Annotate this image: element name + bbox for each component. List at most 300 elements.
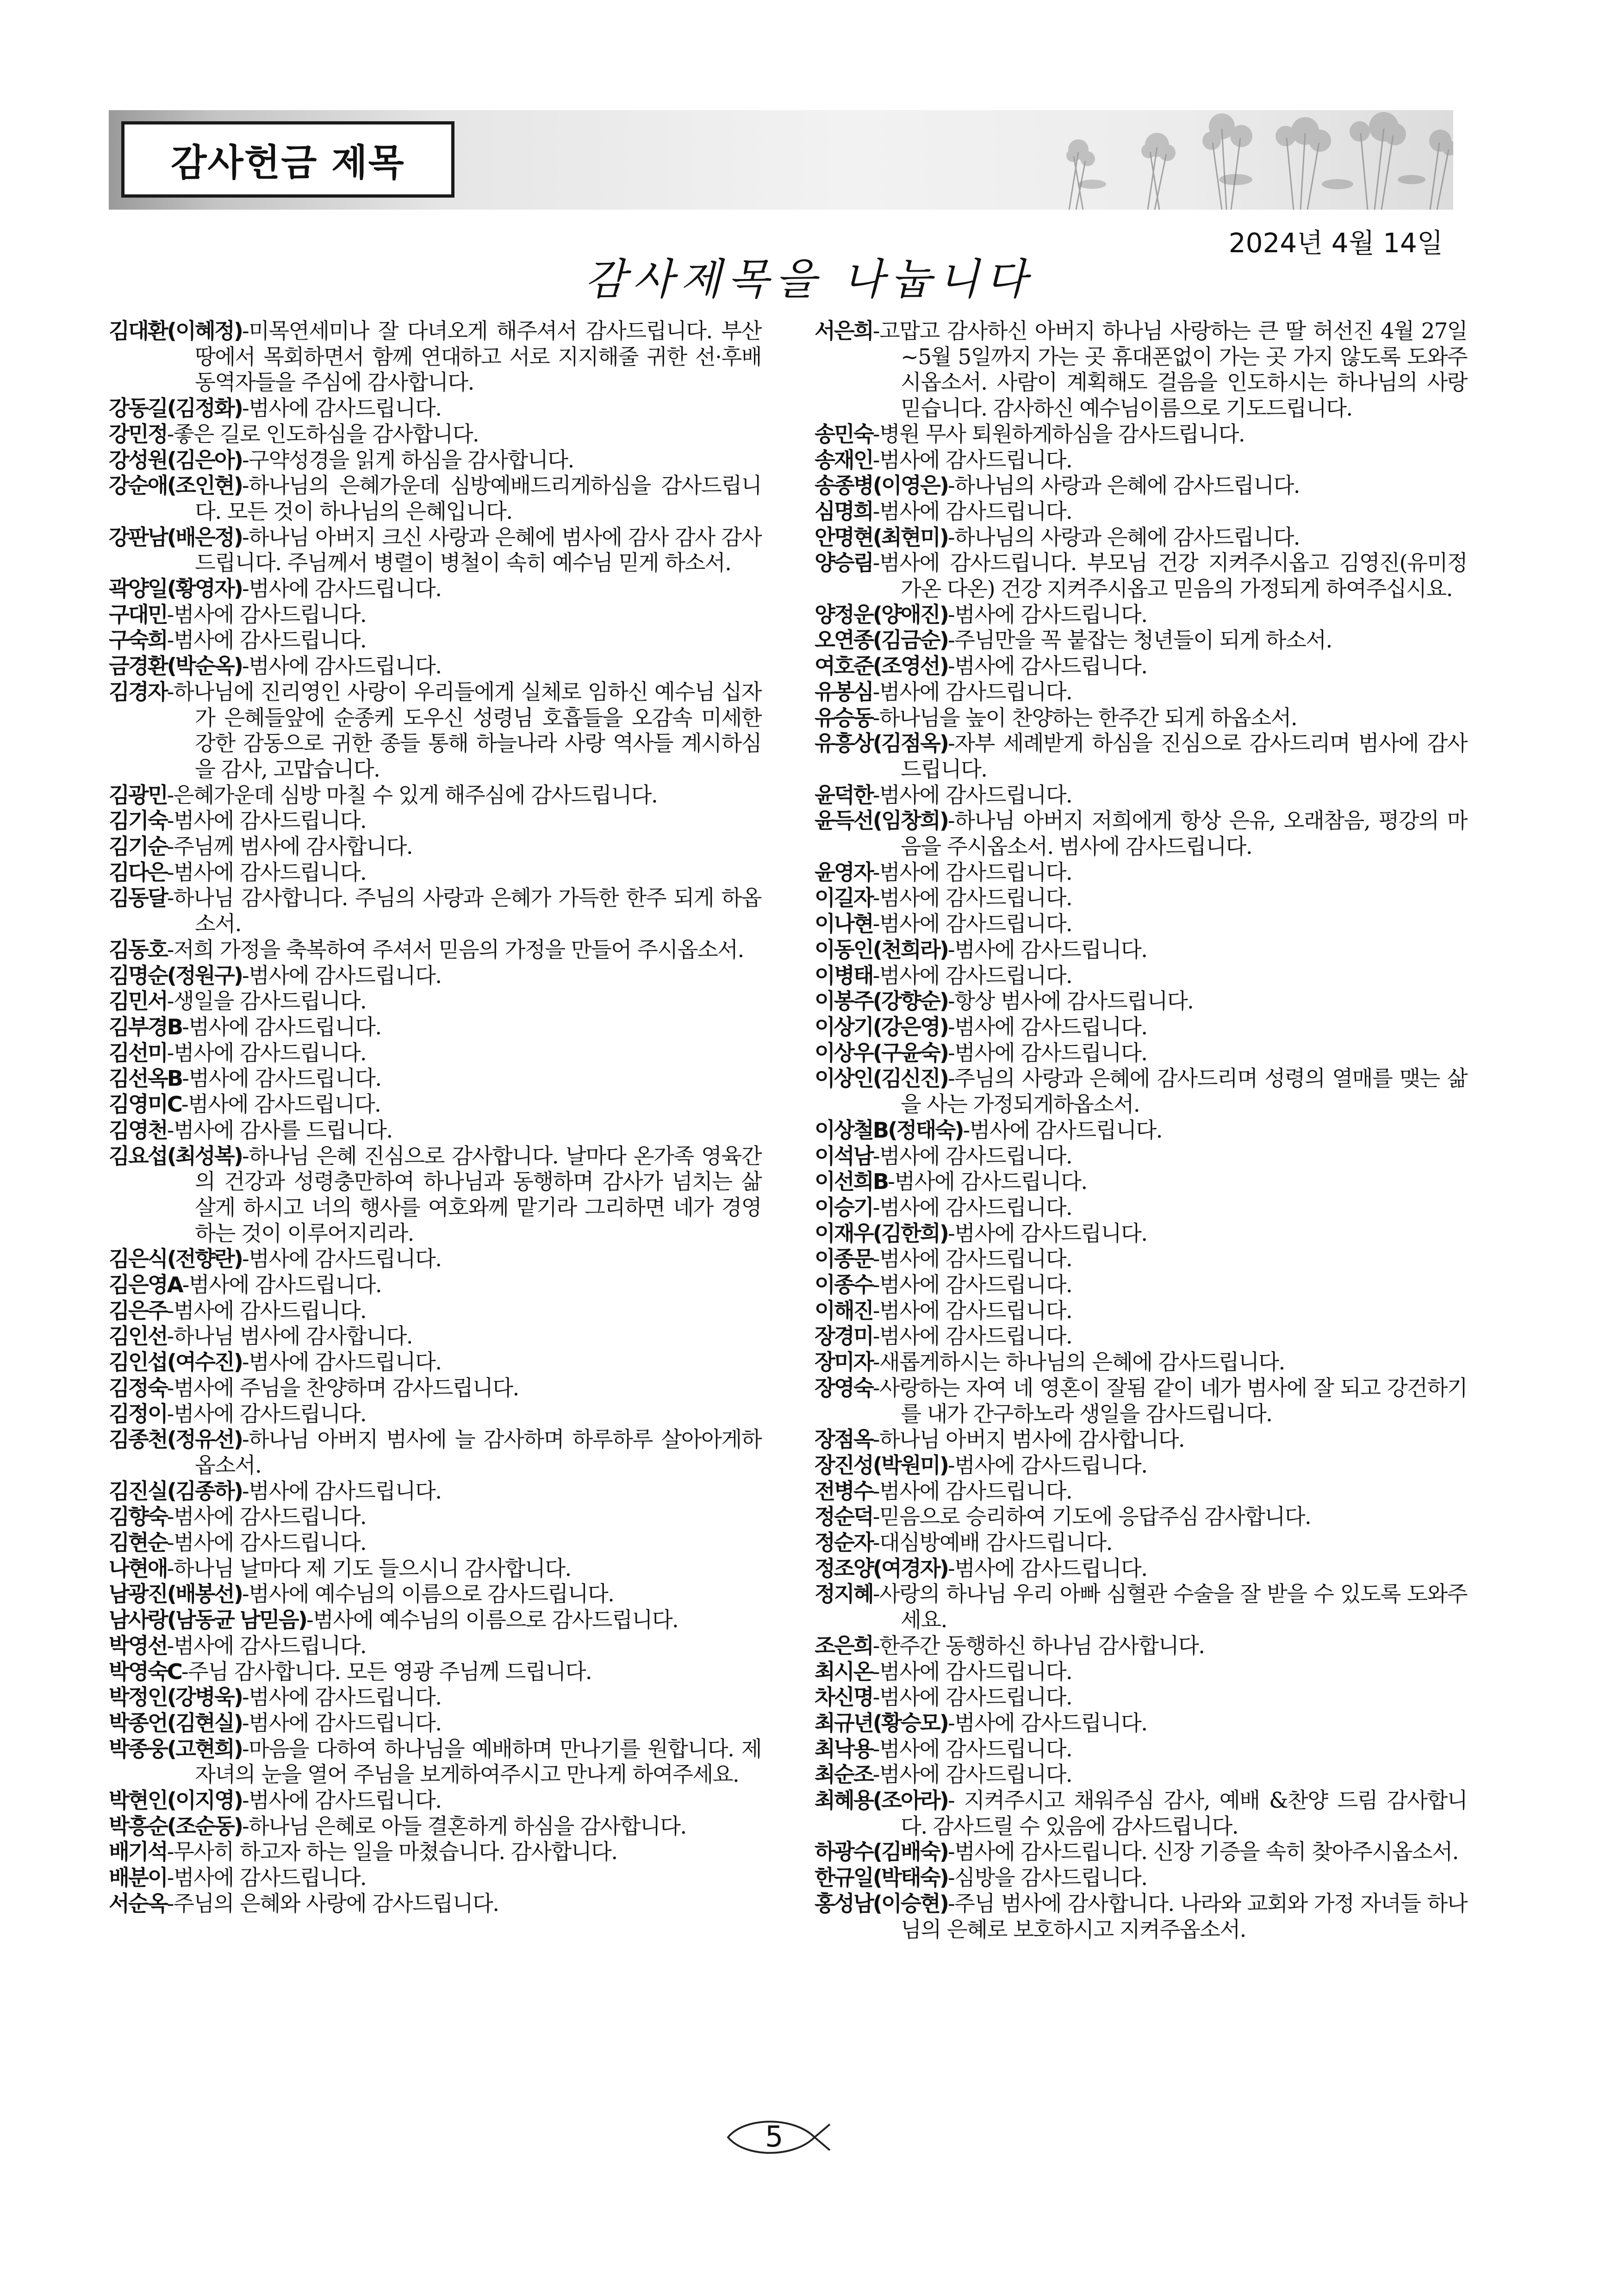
donor-entry [109,602,761,628]
donor-entry [815,1556,1467,1582]
thanks-text: -범사에 감사드립니다. [872,1736,1072,1761]
thanks-text: -하나님을 높이 찬양하는 한주간 되게 하옵소서. [872,705,1297,730]
donor-name: 박영선 [109,1633,167,1658]
thanks-text: -고맙고 감사하신 아버지 하나님 사랑하는 큰 딸 허선진 4월 27일~5월 5일까지 가는 곳 휴대폰없이 가는 곳 가지 않도록 도와주시옵소서. 사람이 계획해도 걸음을 인도하시는 하나님의 사랑 믿습니다. 감사하신 예수님이름으로 기도드립니다. [872,318,1467,421]
thanks-text: -범사에 감사드립니다. [872,1685,1072,1710]
donor-name: 장점옥 [815,1427,873,1452]
donor-entry [815,1581,1467,1633]
donor-name: 김인선 [109,1324,167,1349]
thanks-text: -하나님 아버지 크신 사랑과 은혜에 범사에 감사 감사 감사드립니다. 주님께서 병렬이 병철이 속히 예수님 믿게 하소서. [195,524,761,576]
donor-name: 김향숙 [109,1504,167,1530]
donor-name: 최낙용 [815,1736,873,1761]
donor-entry [815,1427,1467,1453]
thanks-text: -새롭게하시는 하나님의 은혜에 감사드립니다. [872,1350,1285,1375]
donor-name: 이선희B [815,1169,888,1195]
donor-entry [815,525,1467,551]
donor-name: 박종언(김현실) [109,1710,243,1736]
thanks-text: -범사에 감사드립니다. [872,679,1072,704]
thanks-text: -범사에 감사드립니다. [182,1272,382,1298]
thanks-text: -주님의 사랑과 은혜에 감사드리며 성령의 열매를 맺는 삶을 사는 가정되게하옵소서. [901,1066,1467,1117]
donor-entry [109,1375,761,1401]
thanks-text: -범사에 감사드립니다. [872,1324,1072,1349]
thanks-text: -범사에 감사드립니다. [948,937,1147,962]
donor-entry [109,1092,761,1118]
donor-entry [109,1607,761,1633]
donor-name: 정지혜 [815,1581,873,1607]
donor-entry [815,602,1467,628]
donor-name: 이길자 [815,885,873,911]
thanks-text: -주님 감사합니다. 모든 영광 주님께 드립니다. [181,1659,592,1684]
donor-name: 김부경B [109,1014,182,1039]
thanks-text: -한주간 동행하신 하나님 감사합니다. [872,1633,1205,1658]
thanks-text: -주님 범사에 감사합니다. 나라와 교회와 가정 자녀들 하나님의 은혜로 보호하시고 지켜주옵소서. [901,1891,1467,1942]
donor-name: 전병수 [815,1478,873,1504]
donor-entry [109,1479,761,1505]
donor-name: 최순조 [815,1762,873,1787]
thanks-text: -범사에 감사드립니다. [948,1040,1147,1065]
thanks-text: -범사에 감사드립니다. [242,396,442,421]
thanks-text: -범사에 감사드립니다. [872,1478,1072,1504]
donor-name: 김선옥B [109,1066,182,1091]
thanks-text: -하나님 범사에 감사합니다. [167,1324,412,1349]
donor-name: 박현인(이지영) [109,1788,243,1813]
thanks-text: -하나님 아버지 저희에게 항상 은유, 오래참음, 평강의 마음을 주시옵소서. 범사에 감사드립니다. [901,808,1467,859]
thanks-text: -범사에 감사드립니다. [872,498,1072,524]
thanks-text: -범사에 예수님의 이름으로 감사드립니다. [242,1581,614,1607]
thanks-text: -범사에 감사드립니다. [872,1143,1072,1169]
thanks-text: -범사에 감사드립니다. [948,1014,1147,1039]
donor-name: 김은주 [109,1298,167,1323]
donor-entry [815,1479,1467,1505]
donor-entry [815,937,1467,963]
donor-name: 김동달 [109,885,167,911]
page-title: 감사헌금 제목 [121,121,454,198]
donor-entry [109,1298,761,1324]
donor-name: 김요섭(최성복) [109,1143,243,1169]
donor-name: 이종수 [815,1272,873,1298]
thanks-text: -범사에 감사드립니다. [242,1788,442,1813]
donor-name: 김광민 [109,782,167,808]
donor-entry [815,808,1467,859]
thanks-text: -범사에 감사드립니다. [167,1040,367,1065]
donor-name: 김종천(정유선) [109,1427,243,1452]
donor-name: 최시온 [815,1659,873,1684]
donor-name: 이해진 [815,1298,873,1323]
thanks-text: -주님만을 꼭 붙잡는 청년들이 되게 하소서. [948,628,1332,653]
page-number-badge [724,2114,831,2160]
donor-name: 이병태 [815,963,873,988]
donor-entry [109,860,761,886]
thanks-text: -범사에 감사드립니다. [182,1014,381,1039]
donor-name: 곽양일(황영자) [109,576,243,602]
donor-name: 김민서 [109,989,167,1014]
donor-entry [815,679,1467,705]
donor-name: 김명순(정원구) [109,963,243,988]
donor-entry [815,473,1467,499]
donor-entry [815,1118,1467,1144]
section-subtitle: 감사제목을 나눕니다 [585,255,1033,304]
thanks-text: -생일을 감사드립니다. [167,989,367,1014]
donor-name: 구대민 [109,602,167,627]
donor-entry [815,1169,1467,1195]
thanks-text: -자부 세례받게 하심을 진심으로 감사드리며 범사에 감사드립니다. [901,731,1467,782]
thanks-text: -범사에 감사드립니다. [872,782,1072,808]
thanks-text: -범사에 감사드립니다. [872,1762,1072,1787]
thanks-text: -범사에 감사드립니다. [872,885,1072,911]
donor-name: 박종웅(고현희) [109,1736,243,1761]
donor-name: 박흥순(조순동) [109,1813,243,1839]
donor-name: 오연종(김금순) [815,628,948,653]
donor-entry [109,318,761,396]
donor-name: 금경환(박순옥) [109,653,243,679]
thanks-text: -범사에 감사드립니다. [167,1401,367,1426]
thanks-text: -하나님의 사랑과 은혜에 감사드립니다. [948,524,1300,550]
donor-name: 이석남 [815,1143,873,1169]
thanks-text: -범사에 감사드립니다. [948,1556,1147,1581]
donor-name: 강판남(배은정) [109,524,243,550]
left-column [109,318,761,1917]
thanks-text: -범사에 감사드립니다. [167,859,367,885]
donor-entry [815,1839,1467,1865]
donor-name: 나현애 [109,1556,167,1581]
thanks-text: -범사에 감사드립니다. [242,653,442,679]
donor-name: 김정이 [109,1401,167,1426]
donor-name: 김인섭(여수진) [109,1350,243,1375]
donor-entry [109,1350,761,1375]
donor-entry [109,1040,761,1066]
donor-entry [109,396,761,422]
thanks-text: -사랑의 하나님 우리 아빠 심혈관 수술을 잘 받을 수 있도록 도와주세요. [872,1581,1467,1633]
donor-entry [815,1246,1467,1272]
thanks-text: -하나님의 은혜가운데 심방예배드리게하심을 감사드립니다. 모든 것이 하나님의 은혜입니다. [195,473,761,524]
thanks-text: -범사에 감사드립니다. [872,1272,1072,1298]
donor-entry [109,1581,761,1607]
thanks-text: -범사에 감사드립니다. [242,1246,442,1272]
donor-name: 조은희 [815,1633,873,1658]
donor-name: 최규년(황승모) [815,1710,948,1736]
donor-entry [815,1711,1467,1736]
donor-entry [109,1659,761,1685]
donor-name: 윤덕한 [815,782,873,808]
donor-entry [109,1891,761,1917]
donor-name: 강동길(김정화) [109,396,243,421]
thanks-text: -하나님 은혜로 아들 결혼하게 하심을 감사합니다. [242,1813,686,1839]
donor-name: 김은식(전향란) [109,1246,243,1272]
donor-name: 강성원(김은아) [109,447,243,473]
thanks-text: -범사에 예수님의 이름으로 감사드립니다. [306,1607,678,1633]
donor-entry [815,885,1467,911]
thanks-text: -은혜가운데 심방 마칠 수 있게 해주심에 감사드립니다. [167,782,658,808]
donor-name: 이나현 [815,911,873,937]
donor-name: 장경미 [815,1324,873,1349]
donor-name: 남사랑(남동균 남믿음) [109,1607,306,1633]
donor-entry [109,1324,761,1350]
donor-entry [109,1118,761,1144]
donor-entry [109,937,761,963]
donor-name: 이상우(구윤숙) [815,1040,948,1065]
thanks-text: -미목연세미나 잘 다녀오게 해주셔서 감사드립니다. 부산 땅에서 목회하면서 함께 연대하고 서로 지지해줄 귀한 선·후배 동역자들을 주심에 감사합니다. [195,318,761,395]
donor-name: 윤영자 [815,859,873,885]
donor-entry [109,1246,761,1272]
donor-name: 김진실(김종하) [109,1478,243,1504]
thanks-text: -범사에 감사드립니다. [872,963,1072,988]
donor-entry [815,499,1467,525]
donor-name: 강민정 [109,421,167,447]
donor-name: 이동인(천희라) [815,937,948,962]
donor-entry [815,1788,1467,1839]
donor-name: 강순애(조인현) [109,473,243,498]
thanks-text: -하나님 아버지 범사에 감사합니다. [872,1427,1185,1452]
thanks-text: -하나님 날마다 제 기도 들으시니 감사합니다. [167,1556,571,1581]
donor-name: 장영숙 [815,1375,873,1400]
donor-name: 김다은 [109,859,167,885]
donor-entry [109,1556,761,1582]
thanks-text: -항상 범사에 감사드립니다. [948,989,1194,1014]
page-number: 5 [765,2120,784,2153]
thanks-text: -범사에 감사드립니다. [167,1298,367,1323]
donor-name: 이재우(김한희) [815,1220,948,1246]
donor-entry [815,1685,1467,1711]
donor-entry [109,1685,761,1711]
donor-entry [109,1144,761,1247]
donor-entry [815,731,1467,782]
donor-entry [815,1144,1467,1170]
thanks-text: -범사에 감사드립니다. [948,1452,1147,1478]
thanks-text: -범사에 감사드립니다. [167,808,367,834]
donor-entry [815,1736,1467,1762]
thanks-text: -범사에 감사드립니다. [167,1504,367,1530]
thanks-text: -하나님 아버지 범사에 늘 감사하며 하루하루 살아아게하옵소서. [195,1427,761,1478]
donor-entry [109,1066,761,1092]
thanks-text: -범사에 감사드립니다. [872,1659,1072,1684]
donor-name: 장진성(박원미) [815,1452,948,1478]
donor-entry [109,1711,761,1736]
thanks-text: -범사에 감사드립니다. [872,447,1072,473]
thanks-text: -저희 가정을 축복하여 주셔서 믿음의 가정을 만들어 주시옵소서. [167,937,744,962]
donor-entry [815,1633,1467,1659]
donor-name: 안명현(최현미) [815,524,948,550]
thanks-text: -범사에 감사드립니다. [872,859,1072,885]
donor-name: 장미자 [815,1350,873,1375]
thanks-text: -범사에 감사드립니다. [948,1220,1147,1246]
donor-name: 이상기(강은영) [815,1014,948,1039]
donor-name: 송재인 [815,447,873,473]
donor-entry [815,1350,1467,1375]
donor-name: 서순옥 [109,1891,167,1916]
donor-entry [815,860,1467,886]
donor-name: 유흥상(김점옥) [815,731,948,756]
donor-entry [815,1891,1467,1942]
thanks-text: -범사에 감사드립니다. [242,576,442,602]
donor-entry [815,783,1467,809]
donor-entry [109,885,761,937]
donor-entry [815,911,1467,937]
donor-entry [109,808,761,834]
thanks-text: -범사에 감사드립니다. 부모님 건강 지켜주시옵고 김영진(유미정 가온 다온) 건강 지켜주시옵고 믿음의 가정되게 하여주십시요. [872,550,1467,602]
thanks-text: -범사에 감사드립니다. [242,1478,442,1504]
thanks-text: -하나님 감사합니다. 주님의 사랑과 은혜가 가득한 한주 되게 하옵소서. [167,885,761,937]
donor-entry [815,963,1467,989]
donor-name: 박정인(강병욱) [109,1685,243,1710]
donor-entry [815,1504,1467,1530]
donor-name: 유봉심 [815,679,873,704]
donor-entry [109,576,761,602]
thanks-text: -범사에 감사드립니다. [167,1530,367,1556]
donor-entry [815,1375,1467,1427]
donor-name: 송민숙 [815,421,873,447]
donor-name: 정순자 [815,1530,873,1556]
thanks-text: -범사에 감사드립니다. [872,911,1072,937]
thanks-text: -하나님 은혜 진심으로 감사합니다. 날마다 온가족 영육간의 건강과 성령충만하여 하나님과 동행하며 감사가 넘치는 삶 살게 하시고 너의 행사를 여호와께 맡기라 그리하면 네가 경영하는 것이 이루어지리라. [195,1143,761,1246]
donor-name: 이종문 [815,1246,873,1272]
donor-name: 김경자 [109,679,167,704]
donor-name: 한규일(박태숙) [815,1865,948,1891]
donor-name: 김기순 [109,834,167,859]
donor-name: 구숙희 [109,628,167,653]
donor-name: 양승림 [815,550,873,576]
donor-entry [109,1839,761,1865]
thanks-text: -범사에 감사드립니다. [167,602,367,627]
thanks-text: -범사에 감사드립니다. [242,1710,442,1736]
donor-name: 서은희 [815,318,873,343]
thanks-text: -심방을 감사드립니다. [948,1865,1147,1891]
donor-entry [109,963,761,989]
donor-name: 정순덕 [815,1504,873,1530]
thanks-text: -범사에 감사드립니다. [242,1350,442,1375]
donor-entry [815,1272,1467,1298]
donor-entry [109,1814,761,1840]
thanks-text: -마음을 다하여 하나님을 예배하며 만나기를 원합니다. 제 자녀의 눈을 열어 주님을 보게하여주시고 만나게 하여주세요. [195,1736,761,1787]
donor-name: 이상인(김신진) [815,1066,948,1091]
donor-entry [815,1014,1467,1040]
donor-entry [815,628,1467,653]
donor-name: 김정숙 [109,1375,167,1400]
donor-entry [815,1221,1467,1247]
thanks-text: -사랑하는 자여 네 영혼이 잘됨 같이 네가 범사에 잘 되고 강건하기를 내가 간구하노라 생일을 감사드립니다. [872,1375,1467,1426]
thanks-text: -무사히 하고자 하는 일을 마쳤습니다. 감사합니다. [167,1839,617,1865]
donor-entry [109,1736,761,1788]
donor-entry [109,783,761,809]
thanks-text: -범사에 감사드립니다. [167,1633,367,1658]
donor-name: 김현순 [109,1530,167,1556]
donor-entry [815,448,1467,473]
donor-entry [815,1195,1467,1221]
thanks-text: -주님의 은혜와 사랑에 감사드립니다. [167,1891,499,1916]
thanks-text: -범사에 주님을 찬양하며 감사드립니다. [167,1375,519,1400]
donor-name: 김동호 [109,937,167,962]
donor-name: 이승기 [815,1195,873,1220]
donor-entry [109,422,761,448]
donor-entry [815,1453,1467,1479]
thanks-text: -범사에 감사드립니다. [948,1710,1147,1736]
thanks-text: -범사에 감사드립니다. [181,1092,381,1117]
donor-entry [815,1324,1467,1350]
donor-name: 하광수(김배숙) [815,1839,948,1865]
donor-entry [815,550,1467,602]
donor-name: 김은영A [109,1272,182,1298]
thanks-text: -범사에 감사드립니다. [948,602,1147,627]
issue-date: 2024년 4월 14일 [1228,227,1443,259]
thanks-text: -좋은 길로 인도하심을 감사합니다. [167,421,479,447]
thanks-text: -범사에 감사드립니다. [167,628,367,653]
flowers-illustration [1041,110,1453,210]
thanks-text: -범사에 감사드립니다. [167,1865,367,1891]
thanks-text: -구약성경을 읽게 하심을 감사합니다. [242,447,574,473]
donor-entry [109,1633,761,1659]
donor-entry [109,1272,761,1298]
donor-entry [815,653,1467,679]
thanks-text: -범사에 감사드립니다. [872,1195,1072,1220]
thanks-text: -하나님에 진리영인 사랑이 우리들에게 실체로 임하신 예수님 십자가 은혜들앞에 순종케 도우신 성령님 호흡들을 오감속 미세한 강한 감동으로 귀한 종들 통해 하늘나라 사랑 역사들 계시하심을 감사, 고맙습니다. [167,679,761,782]
donor-name: 배분이 [109,1865,167,1891]
donor-entry [815,1298,1467,1324]
donor-name: 윤득선(임창희) [815,808,948,834]
donor-name: 심명희 [815,498,873,524]
donor-name: 배기석 [109,1839,167,1865]
donor-entry [109,1401,761,1427]
donor-entry [109,628,761,653]
thanks-text: -믿음으로 승리하여 기도에 응답주심 감사합니다. [872,1504,1311,1530]
thanks-text: -범사에 감사드립니다. [888,1169,1087,1195]
thanks-text: -범사에 감사드립니다. [872,1246,1072,1272]
donor-entry [109,473,761,524]
thanks-text: -범사에 감사드립니다. [242,963,442,988]
donor-entry [815,422,1467,448]
donor-name: 정조양(여경자) [815,1556,948,1581]
donor-name: 유승동 [815,705,873,730]
donor-name: 김대환(이혜정) [109,318,243,343]
donor-name: 양정운(양애진) [815,602,948,627]
donor-name: 김영천 [109,1117,167,1143]
donor-entry [815,1040,1467,1066]
donor-entry [109,679,761,783]
donor-name: 여호준(조영선) [815,653,948,679]
thanks-text: -대심방예배 감사드립니다. [872,1530,1112,1556]
donor-entry [109,1504,761,1530]
thanks-text: -하나님의 사랑과 은혜에 감사드립니다. [948,473,1300,498]
donor-name: 홍성남(이승현) [815,1891,948,1916]
donor-entry [815,1762,1467,1788]
right-column [815,318,1467,1942]
donor-name: 최혜용(조아라) [815,1788,948,1813]
donor-entry [109,525,761,576]
donor-entry [815,1865,1467,1891]
donor-entry [815,318,1467,422]
donor-entry [815,1066,1467,1117]
donor-name: 박영숙C [109,1659,181,1684]
donor-entry [815,1659,1467,1685]
thanks-text: -범사에 감사드립니다. [872,1298,1072,1323]
donor-name: 송종병(이영은) [815,473,948,498]
thanks-text: -범사에 감사드립니다. [182,1066,381,1091]
donor-entry [109,1530,761,1556]
thanks-text: -범사에 감사를 드립니다. [167,1117,392,1143]
donor-entry [109,448,761,473]
donor-entry [109,1014,761,1040]
thanks-text: -주님께 범사에 감사합니다. [167,834,412,859]
donor-entry [109,1865,761,1891]
donor-name: 이봉주(강향순) [815,989,948,1014]
donor-name: 차신명 [815,1685,873,1710]
donor-name: 김선미 [109,1040,167,1065]
donor-entry [109,1788,761,1814]
thanks-text: -범사에 감사드립니다. [963,1117,1162,1143]
thanks-text: -병원 무사 퇴원하게하심을 감사드립니다. [872,421,1245,447]
donor-name: 남광진(배봉선) [109,1581,243,1607]
donor-entry [815,705,1467,731]
thanks-text: - 지켜주시고 채워주심 감사, 예배 &찬양 드림 감사합니다. 감사드릴 수 있음에 감사드립니다. [901,1788,1467,1839]
donor-entry [815,989,1467,1014]
